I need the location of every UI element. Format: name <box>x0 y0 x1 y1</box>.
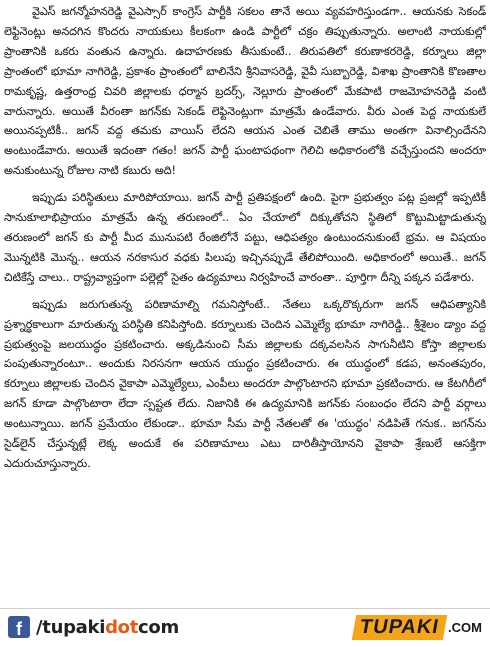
article-body <box>4 2 486 606</box>
facebook-label-start: /tupaki <box>36 616 106 638</box>
brand-suffix: .COM <box>448 619 482 635</box>
footer-bar <box>0 608 490 647</box>
article-paragraph-3: ఇప్పుడు జరుగుతున్న పరిణామాల్ని గమనిస్తోంటే.. నేతలు ఒక్కరొక్కరుగా జగన్ ఆధిపత్యానికి ప్రశ్నార్థకాలుగా మారుతున్న పరిస్థితి కనిపిస్తోంది. కర్నూలుకు చెందిన ఎమ్మెల్యే భూమా నాగిరెడ్డి.. శ్రీశైలం డ్యాం వద్ద ప్రభుత్వంపై జలయుద్ధం ప్రకటించారు. అక్కడినుంచి సీమ జిల్లాలకు దక్కవలసిన సాగునీటిని కోస్తా జిల్లాలకు పంపుతున్నారంటూ.. అందుకు నిరసనగా ఆయన యుద్ధం ప్రకటించారు. ఈ యుద్ధంలో కడప, అనంతపురం, కర్నూలు జిల్లాలకు చెందిన వైకాపా ఎమ్మెల్యేలు, ఎంపీలు అందరూ పాల్గొంటారని భూమా ప్రకటించారు. ఆ కేటగిరీలో జగన్ కూడా పాల్గొంటారా లేదా స్పష్టత లేదు. నిజానికి ఈ ఉద్యమానికి జగన్‌కు సంబంధం లేదని పార్టీ వర్గాలు అంటున్నాయి. జగన్ ప్రమేయం లేకుండా.. భూమా సీమ పార్టీ నేతలతో ఈ 'యుద్ధం' నడిపితే గనుక.. జగన్‌ను సైడ్‌లైన్ చేస్తున్నట్లే లెక్క అందుకే ఈ పరిణామాలు ఎటు దారితీస్తాయోనని వైకాపా శ్రేణులే ఆసక్తిగా ఎదురుచూస్తున్నారు. <box>4 297 486 470</box>
facebook-icon: f <box>8 616 30 638</box>
facebook-label-accent: dot <box>105 616 139 638</box>
article-paragraph-2: ఇప్పుడు పరిస్థితులు మారిపోయాయి. జగన్ పార్టీ ప్రతిపక్షంలో ఉంది. పైగా ప్రభుత్వం పట్ల ప్రజల్లో ఇప్పటికీ సానుకూలాభిప్రాయం మాత్రమే ఉన్న తరుణంలో.. ఏం చేయాలో దిక్కుతోచని స్థితిలో కొట్టుమిట్టాడుతున్న తరుణంలో జగన్ కు పార్టీ మీద మునుపటి రేంజిలోనే పట్టు, ఆధిపత్యం ఉంటుందనుకుంటే భ్రమ. ఆ విషయం మొన్నటికి మొన్న.. ఆయన నరకాసుర వధకు పిలుపు ఇచ్చినప్పుడే తేలిపోయింది. అధికారంలో అయితే.. జగన్ చిటికేస్తే చాలు.. రాష్ట్రవ్యాప్తంగా పల్లెల్లో సైతం ఉద్యమాలు నిర్వహించే వారంతా.. పూర్తిగా దీన్ని పక్కన పడేశారు. <box>4 191 486 284</box>
facebook-label-tail: com <box>138 616 179 638</box>
facebook-page-label <box>36 617 179 638</box>
brand-logo[interactable] <box>354 614 482 640</box>
brand-name: TUPAKI <box>352 615 447 640</box>
article-paragraph-1: వైఎస్ జగన్మోహనరెడ్డి వైఎస్సార్ కాంగ్రెస్ పార్టీకి సకలం తానే అయి వ్యవహరిస్తుండగా.. ఆయనకు సెకండ్ లెఫ్టినెంట్లు అనదగిన కొందరు నాయకులు కీలకంగా ఉండి పార్టీలో చక్రం తిప్పుతున్నారు. అలాంటి నాయకుల్లో ప్రాంతానికి ఒకరు వంతున ఉన్నారు. ఉదాహరణకు తీసుకుంటే.. తిరుపతిలో కరుణాకరరెడ్డి, కర్నూలు జిల్లా ప్రాంతంలో భూమా నాగిరెడ్డి, ప్రకాశం ప్రాంతంలో బాలినేని శ్రీనివాసరెడ్డి, వైవీ సుబ్బారెడ్డి, విశాఖ ప్రాంతానికి కొణతాల రామకృష్ణ, ఉత్తరాంధ్ర చివరి జిల్లాలకు ధర్మాన బ్రదర్స్, నెల్లూరు ప్రాంతంలో మేకపాటి రాజమోహనరెడ్డి వంటి వారున్నారు. అయితే వీరంతా జగన్‌కు సెకండ్ లెఫ్టినెంట్లుగా మాత్రమే ఉండేవారు. వీరు ఎంత పెద్ద నాయకులే అయినప్పటికీ.. జగన్ వద్ద తమకు వాయిస్ లేదని ఆయన ఎంత చెబితే తాము అంతగా వినాల్సిందేనని అంటుండేవారు. అయితే ఇదంతా గతం! జగన్ పార్టీ ఘంటాపథంగా గెలిచి అధికారంలోకి వచ్చేస్తుందని అందరూ అనుకుంటున్న రోజుల నాటి కబురు అది! <box>4 5 486 178</box>
facebook-link[interactable] <box>8 614 179 640</box>
